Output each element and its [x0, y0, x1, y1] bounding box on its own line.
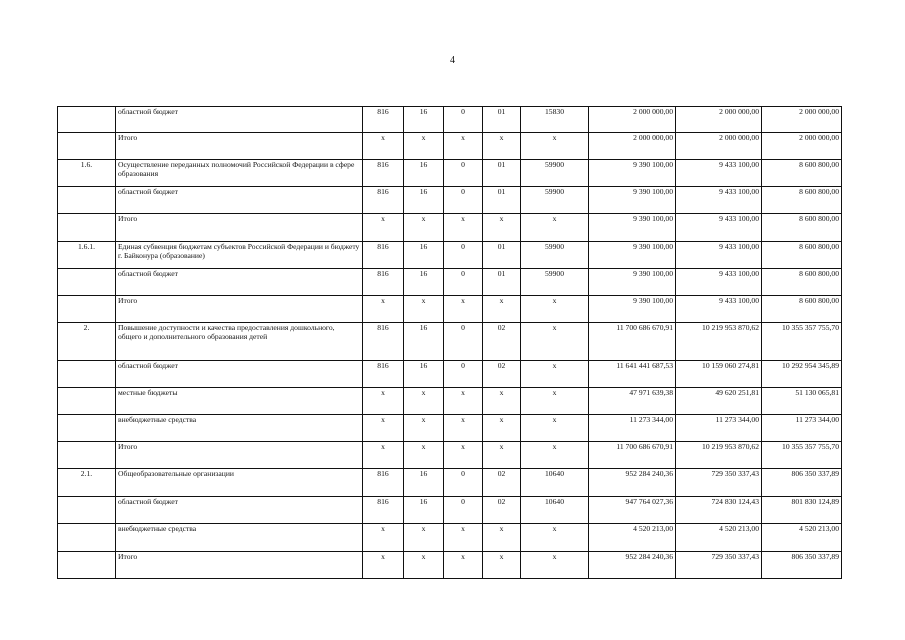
- code-program: x: [404, 214, 444, 242]
- amount-year-1: 2 000 000,00: [589, 107, 676, 133]
- page-number: 4: [450, 55, 455, 66]
- code-section: x: [483, 214, 521, 242]
- table-row: [58, 323, 842, 361]
- code-section: x: [483, 524, 521, 552]
- row-name: областной бюджет: [116, 361, 363, 388]
- table-row: [58, 187, 842, 214]
- table-row: [58, 415, 842, 442]
- row-name: областной бюджет: [116, 497, 363, 524]
- code-direction: x: [521, 388, 589, 415]
- code-program: x: [404, 552, 444, 579]
- code-direction: x: [521, 415, 589, 442]
- code-subprogram: x: [444, 296, 483, 323]
- row-name: Общеобразовательные организации: [116, 469, 363, 497]
- row-number: [58, 497, 116, 524]
- code-ministry: 816: [363, 323, 404, 361]
- code-ministry: x: [363, 388, 404, 415]
- row-number: [58, 107, 116, 133]
- table-row: [58, 388, 842, 415]
- amount-year-1: 2 000 000,00: [589, 133, 676, 160]
- code-subprogram: x: [444, 133, 483, 160]
- row-number: [58, 187, 116, 214]
- amount-year-1: 11 641 441 687,53: [589, 361, 676, 388]
- code-direction: 59900: [521, 242, 589, 269]
- code-direction: 10640: [521, 497, 589, 524]
- row-number: 1.6.: [58, 160, 116, 187]
- code-ministry: x: [363, 415, 404, 442]
- code-section: 02: [483, 469, 521, 497]
- code-subprogram: 0: [444, 323, 483, 361]
- amount-year-2: 10 159 060 274,81: [676, 361, 762, 388]
- code-section: x: [483, 442, 521, 469]
- row-name: внебюджетные средства: [116, 415, 363, 442]
- code-program: 16: [404, 107, 444, 133]
- table-row: [58, 296, 842, 323]
- row-name: областной бюджет: [116, 107, 363, 133]
- row-number: [58, 361, 116, 388]
- amount-year-3: 10 355 357 755,70: [762, 442, 842, 469]
- code-subprogram: 0: [444, 469, 483, 497]
- row-number: 2.: [58, 323, 116, 361]
- code-subprogram: x: [444, 388, 483, 415]
- amount-year-2: 10 219 953 870,62: [676, 323, 762, 361]
- amount-year-3: 8 600 800,00: [762, 269, 842, 296]
- amount-year-3: 806 350 337,89: [762, 552, 842, 579]
- row-number: [58, 133, 116, 160]
- amount-year-1: 952 284 240,36: [589, 552, 676, 579]
- amount-year-2: 9 433 100,00: [676, 296, 762, 323]
- code-direction: 15830: [521, 107, 589, 133]
- code-direction: 59900: [521, 187, 589, 214]
- row-name: Итого: [116, 442, 363, 469]
- code-program: 16: [404, 497, 444, 524]
- amount-year-2: 11 273 344,00: [676, 415, 762, 442]
- amount-year-2: 10 219 953 870,62: [676, 442, 762, 469]
- code-program: 16: [404, 361, 444, 388]
- code-direction: x: [521, 214, 589, 242]
- amount-year-3: 8 600 800,00: [762, 242, 842, 269]
- amount-year-1: 11 700 686 670,91: [589, 442, 676, 469]
- code-ministry: x: [363, 133, 404, 160]
- code-section: x: [483, 296, 521, 323]
- code-ministry: 816: [363, 107, 404, 133]
- amount-year-3: 2 000 000,00: [762, 133, 842, 160]
- code-subprogram: 0: [444, 160, 483, 187]
- amount-year-3: 10 355 357 755,70: [762, 323, 842, 361]
- amount-year-2: 49 620 251,81: [676, 388, 762, 415]
- row-name: Итого: [116, 296, 363, 323]
- code-program: 16: [404, 160, 444, 187]
- code-program: 16: [404, 187, 444, 214]
- row-name: Единая субвенция бюджетам субъектов Российской Федерации и бюджету г. Байконура (образование): [116, 242, 363, 269]
- code-section: 01: [483, 160, 521, 187]
- amount-year-1: 9 390 100,00: [589, 160, 676, 187]
- amount-year-3: 8 600 800,00: [762, 214, 842, 242]
- code-program: 16: [404, 242, 444, 269]
- budget-table: [57, 106, 842, 579]
- row-number: [58, 388, 116, 415]
- code-program: x: [404, 524, 444, 552]
- code-subprogram: x: [444, 552, 483, 579]
- table-row: [58, 133, 842, 160]
- code-program: 16: [404, 469, 444, 497]
- code-subprogram: 0: [444, 361, 483, 388]
- table-row: [58, 361, 842, 388]
- code-subprogram: 0: [444, 187, 483, 214]
- row-number: [58, 442, 116, 469]
- code-ministry: 816: [363, 242, 404, 269]
- code-ministry: 816: [363, 187, 404, 214]
- code-subprogram: 0: [444, 269, 483, 296]
- amount-year-2: 9 433 100,00: [676, 160, 762, 187]
- row-number: 2.1.: [58, 469, 116, 497]
- code-ministry: 816: [363, 361, 404, 388]
- code-ministry: 816: [363, 269, 404, 296]
- amount-year-1: 947 764 027,36: [589, 497, 676, 524]
- table-row: [58, 524, 842, 552]
- code-section: 02: [483, 361, 521, 388]
- row-name: Осуществление переданных полномочий Российской Федерации в сфере образования: [116, 160, 363, 187]
- row-number: [58, 296, 116, 323]
- code-section: 01: [483, 187, 521, 214]
- row-name: Повышение доступности и качества предоставления дошкольного, общего и дополнительного образования детей: [116, 323, 363, 361]
- amount-year-3: 11 273 344,00: [762, 415, 842, 442]
- row-name: внебюджетные средства: [116, 524, 363, 552]
- amount-year-1: 4 520 213,00: [589, 524, 676, 552]
- code-ministry: x: [363, 524, 404, 552]
- code-subprogram: 0: [444, 242, 483, 269]
- table-row: [58, 214, 842, 242]
- table-row: [58, 269, 842, 296]
- code-ministry: 816: [363, 469, 404, 497]
- code-subprogram: 0: [444, 107, 483, 133]
- amount-year-2: 9 433 100,00: [676, 242, 762, 269]
- amount-year-3: 8 600 800,00: [762, 187, 842, 214]
- amount-year-1: 9 390 100,00: [589, 296, 676, 323]
- amount-year-3: 8 600 800,00: [762, 160, 842, 187]
- table-row: [58, 442, 842, 469]
- code-subprogram: x: [444, 214, 483, 242]
- table-row: [58, 107, 842, 133]
- code-subprogram: x: [444, 524, 483, 552]
- code-program: x: [404, 133, 444, 160]
- row-name: областной бюджет: [116, 187, 363, 214]
- row-name: Итого: [116, 214, 363, 242]
- code-ministry: 816: [363, 497, 404, 524]
- table-row: [58, 242, 842, 269]
- amount-year-3: 4 520 213,00: [762, 524, 842, 552]
- code-ministry: x: [363, 552, 404, 579]
- code-program: x: [404, 442, 444, 469]
- amount-year-1: 9 390 100,00: [589, 242, 676, 269]
- table-row: [58, 160, 842, 187]
- table-row: [58, 469, 842, 497]
- code-direction: 10640: [521, 469, 589, 497]
- code-section: 02: [483, 497, 521, 524]
- code-subprogram: 0: [444, 497, 483, 524]
- amount-year-3: 806 350 337,89: [762, 469, 842, 497]
- row-number: [58, 214, 116, 242]
- table-body: [58, 107, 842, 579]
- row-name: Итого: [116, 552, 363, 579]
- code-program: 16: [404, 269, 444, 296]
- code-direction: x: [521, 361, 589, 388]
- amount-year-2: 2 000 000,00: [676, 107, 762, 133]
- amount-year-2: 2 000 000,00: [676, 133, 762, 160]
- amount-year-3: 2 000 000,00: [762, 107, 842, 133]
- code-direction: 59900: [521, 160, 589, 187]
- amount-year-2: 9 433 100,00: [676, 269, 762, 296]
- amount-year-2: 9 433 100,00: [676, 187, 762, 214]
- row-number: [58, 269, 116, 296]
- amount-year-1: 47 971 639,38: [589, 388, 676, 415]
- code-direction: x: [521, 133, 589, 160]
- code-section: 01: [483, 107, 521, 133]
- amount-year-1: 9 390 100,00: [589, 187, 676, 214]
- code-direction: 59900: [521, 269, 589, 296]
- amount-year-1: 9 390 100,00: [589, 214, 676, 242]
- code-ministry: x: [363, 214, 404, 242]
- code-section: 01: [483, 269, 521, 296]
- code-subprogram: x: [444, 415, 483, 442]
- amount-year-2: 729 350 337,43: [676, 552, 762, 579]
- row-number: [58, 415, 116, 442]
- code-direction: x: [521, 442, 589, 469]
- row-number: [58, 524, 116, 552]
- code-ministry: x: [363, 442, 404, 469]
- code-section: x: [483, 415, 521, 442]
- row-number: [58, 552, 116, 579]
- amount-year-2: 724 830 124,43: [676, 497, 762, 524]
- code-ministry: 816: [363, 160, 404, 187]
- amount-year-2: 4 520 213,00: [676, 524, 762, 552]
- code-program: 16: [404, 323, 444, 361]
- code-direction: x: [521, 524, 589, 552]
- amount-year-2: 729 350 337,43: [676, 469, 762, 497]
- code-ministry: x: [363, 296, 404, 323]
- amount-year-1: 952 284 240,36: [589, 469, 676, 497]
- table-row: [58, 552, 842, 579]
- code-subprogram: x: [444, 442, 483, 469]
- row-name: Итого: [116, 133, 363, 160]
- code-program: x: [404, 388, 444, 415]
- code-program: x: [404, 415, 444, 442]
- amount-year-2: 9 433 100,00: [676, 214, 762, 242]
- row-number: 1.6.1.: [58, 242, 116, 269]
- amount-year-3: 801 830 124,89: [762, 497, 842, 524]
- code-section: 01: [483, 242, 521, 269]
- code-direction: x: [521, 296, 589, 323]
- amount-year-1: 9 390 100,00: [589, 269, 676, 296]
- row-name: областной бюджет: [116, 269, 363, 296]
- code-section: 02: [483, 323, 521, 361]
- amount-year-1: 11 700 686 670,91: [589, 323, 676, 361]
- amount-year-3: 8 600 800,00: [762, 296, 842, 323]
- table-row: [58, 497, 842, 524]
- code-section: x: [483, 388, 521, 415]
- code-section: x: [483, 133, 521, 160]
- code-direction: x: [521, 552, 589, 579]
- code-section: x: [483, 552, 521, 579]
- row-name: местные бюджеты: [116, 388, 363, 415]
- amount-year-3: 10 292 954 345,89: [762, 361, 842, 388]
- amount-year-1: 11 273 344,00: [589, 415, 676, 442]
- amount-year-3: 51 130 065,81: [762, 388, 842, 415]
- code-direction: x: [521, 323, 589, 361]
- code-program: x: [404, 296, 444, 323]
